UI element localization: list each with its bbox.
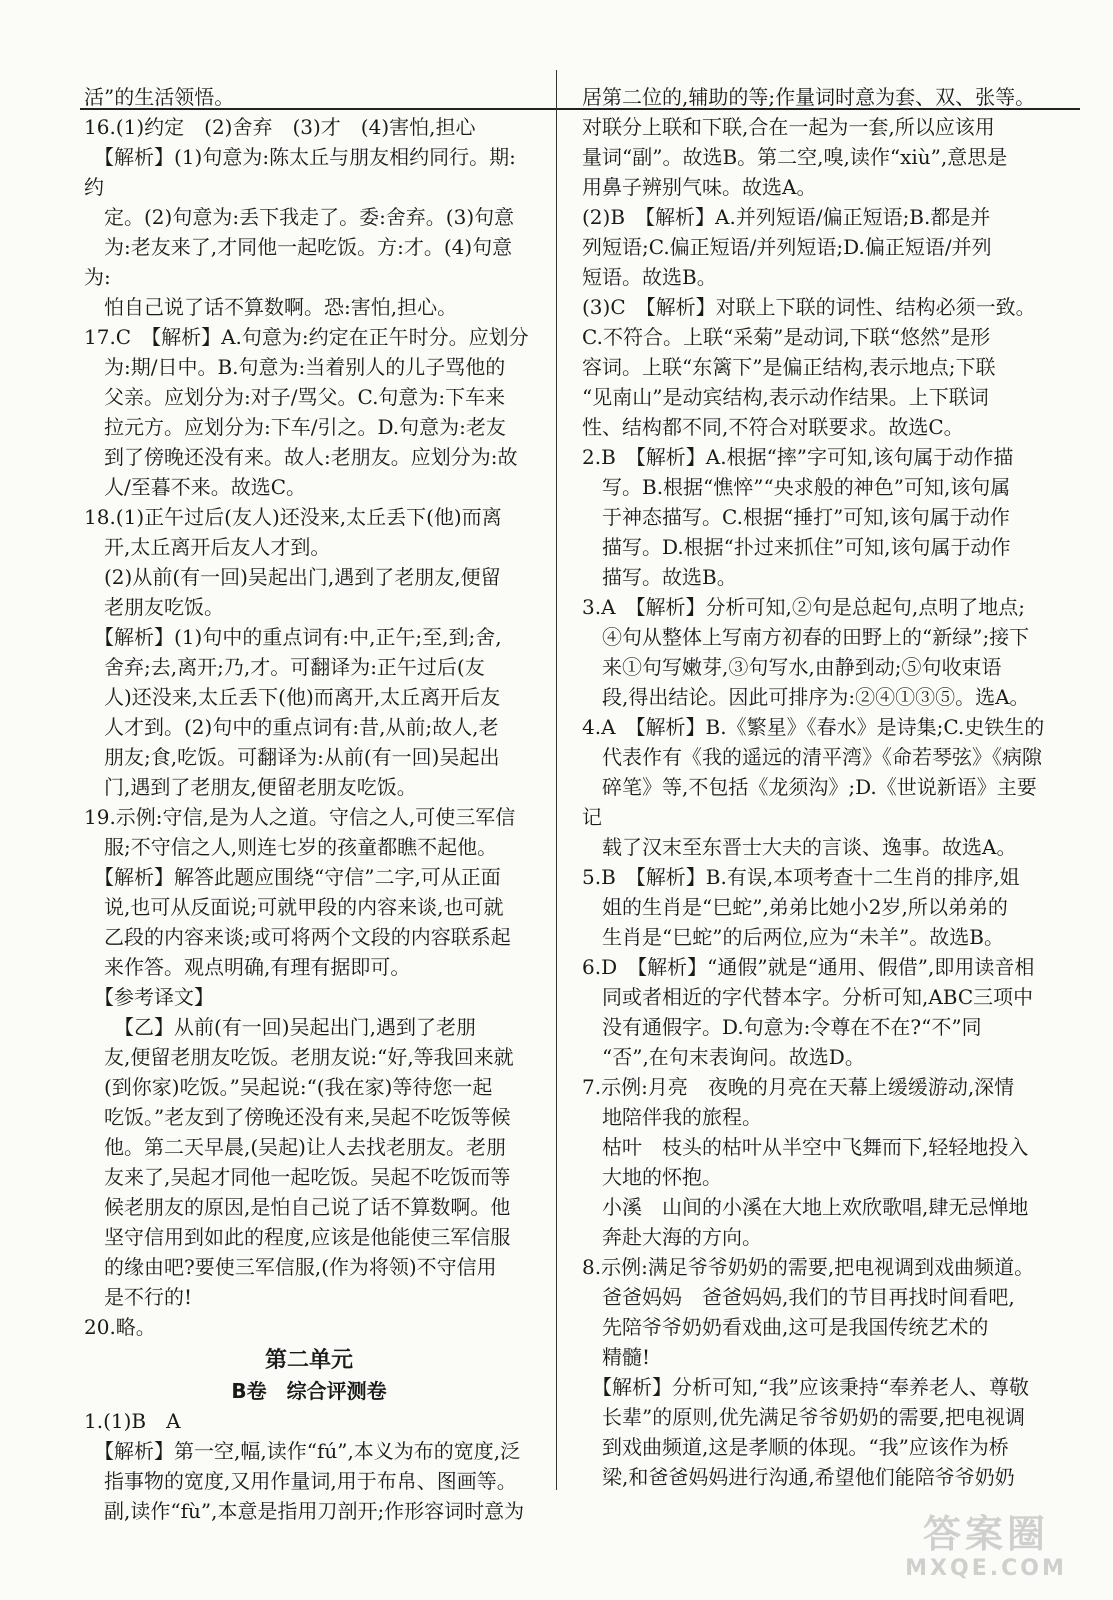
column-divider [556, 70, 557, 1490]
text-line: 奔赴大海的方向。 [582, 1225, 762, 1249]
text-line: 19.示例:守信,是为人之道。守信之人,可使三军信 [84, 805, 516, 829]
text-line: 17.C 【解析】A.句意为:约定在正午时分。应划分 [84, 325, 529, 349]
text-line: 姐的生肖是“巳蛇”,弟弟比她小2岁,所以弟弟的 [582, 895, 1008, 919]
text-line: 6.D 【解析】“通假”就是“通用、假借”,即用读音相 [582, 955, 1035, 979]
text-line: (3)C 【解析】对联上下联的词性、结构必须一致。 [582, 295, 1036, 319]
text-line: 16.(1)约定 (2)舍弃 (3)才 (4)害怕,担心 [84, 115, 476, 139]
text-line: 人)还没来,太丘丢下(他)而离开,太丘离开后友 [84, 685, 501, 709]
text-line: 【解析】分析可知,“我”应该秉持“奉养老人、尊敬 [582, 1375, 1030, 1399]
text-line: 老朋友吃饭。 [84, 595, 224, 619]
text-line: 副,读作“fù”,本意是指用刀剖开;作形容词时意为 [84, 1499, 525, 1523]
text-line: 友,便留老朋友吃饭。老朋友说:“好,等我回来就 [84, 1045, 514, 1069]
text-line: 3.A 【解析】分析可知,②句是总起句,点明了地点; [582, 595, 1025, 619]
text-line: 居第二位的,辅助的等;作量词时意为套、双、张等。 [582, 85, 1036, 109]
text-line: 【解析】(1)句中的重点词有:中,正午;至,到;舍, [84, 625, 502, 649]
text-line: 候老朋友的原因,是怕自己说了话不算数啊。他 [84, 1195, 511, 1219]
text-line: 【解析】(1)句意为:陈太丘与朋友相约同行。期:约 [84, 145, 516, 199]
text-line: 的缘由吧?要使三军信服,(作为将领)不守信用 [84, 1255, 497, 1279]
text-line: 没有通假字。D.句意为:令尊在不在?“不”同 [582, 1015, 982, 1039]
section-subtitle: B卷 综合评测卷 [231, 1379, 387, 1403]
text-line: 他。第二天早晨,(吴起)让人去找老朋友。老朋 [84, 1135, 506, 1159]
text-line: 服;不守信之人,则连七岁的孩童都瞧不起他。 [84, 835, 498, 859]
text-line: 来作答。观点明确,有理有据即可。 [84, 955, 411, 979]
text-line: 同或者相近的字代替本字。分析可知,ABC三项中 [582, 985, 1034, 1009]
text-line: (2)B 【解析】A.并列短语/偏正短语;B.都是并 [582, 205, 991, 229]
text-line: 友来了,吴起才同他一起吃饭。吴起不吃饭而等 [84, 1165, 511, 1189]
text-line: 碎笔》等,不包括《龙须沟》;D.《世说新语》主要记 [582, 775, 1037, 829]
text-line: 开,太丘离开后友人才到。 [84, 535, 331, 559]
text-line: 来①句写嫩芽,③句写水,由静到动;⑤句收束语 [582, 655, 1002, 679]
text-line: 性、结构都不同,不符合对联要求。故选C。 [582, 415, 964, 439]
text-line: 段,得出结论。因此可排序为:②④①③⑤。选A。 [582, 685, 1030, 709]
text-line: 2.B 【解析】A.根据“摔”字可知,该句属于动作描 [582, 445, 1014, 469]
text-line: 生肖是“巳蛇”的后两位,应为“未羊”。故选B。 [582, 925, 1004, 949]
text-line: 爸爸妈妈 爸爸妈妈,我们的节目再找时间看吧, [582, 1285, 1015, 1309]
text-line: 地陪伴我的旅程。 [582, 1105, 762, 1129]
text-line: 精髓! [582, 1345, 651, 1369]
text-line: 人才到。(2)句中的重点词有:昔,从前;故人,老 [84, 715, 499, 739]
text-line: 拉元方。应划分为:下车/引之。D.句意为:老友 [84, 415, 506, 439]
text-line: 5.B 【解析】B.有误,本项考查十二生肖的排序,姐 [582, 865, 1020, 889]
text-line: 【参考译文】 [84, 985, 214, 1009]
text-line: 容词。上联“东篱下”是偏正结构,表示地点;下联 [582, 355, 996, 379]
text-line: 说,也可从反面说;可就甲段的内容来谈,也可就 [84, 895, 504, 919]
text-line: 描写。D.根据“扑过来抓住”可知,该句属于动作 [582, 535, 1011, 559]
text-line: 舍弃;去,离开;乃,才。可翻译为:正午过后(友 [84, 655, 485, 679]
text-line: C.不符合。上联“采菊”是动词,下联“悠然”是形 [582, 325, 991, 349]
text-line: (到你家)吃饭。”吴起说:“(我在家)等待您一起 [84, 1075, 493, 1099]
text-line: 写。B.根据“憔悴”“央求般的神色”可知,该句属 [582, 475, 1011, 499]
text-line: 枯叶 枝头的枯叶从半空中飞舞而下,轻轻地投入 [582, 1135, 1029, 1159]
text-line: 坚守信用到如此的程度,应该是他能使三军信服 [84, 1225, 511, 1249]
text-line: 吃饭。”老友到了傍晚还没有来,吴起不吃饭等候 [84, 1105, 511, 1129]
watermark-line1: 答案圈 [922, 1512, 1049, 1556]
watermark-logo [881, 1512, 1091, 1590]
text-line: 7.示例:月亮 夜晚的月亮在天幕上缓缓游动,深情 [582, 1075, 1015, 1099]
text-line: 长辈”的原则,优先满足爷爷奶奶的需要,把电视调 [582, 1405, 1025, 1429]
text-line: 描写。故选B。 [582, 565, 737, 589]
text-line: 量词“副”。故选B。第二空,嗅,读作“xiù”,意思是 [582, 145, 1008, 169]
text-line: 是不行的! [84, 1285, 193, 1309]
text-line: 怕自己说了话不算数啊。恐:害怕,担心。 [84, 295, 458, 319]
text-line: 对联分上联和下联,合在一起为一套,所以应该用 [582, 115, 995, 139]
text-line: 门,遇到了老朋友,便留老朋友吃饭。 [84, 775, 417, 799]
text-line: 4.A 【解析】B.《繁星》《春水》是诗集;C.史铁生的 [582, 715, 1045, 739]
text-line: 大地的怀抱。 [582, 1165, 722, 1189]
text-line: 先陪爷爷奶奶看戏曲,这可是我国传统艺术的 [582, 1315, 989, 1339]
text-line: 短语。故选B。 [582, 265, 717, 289]
text-line: 载了汉末至东晋士大夫的言谈、逸事。故选A。 [582, 835, 1017, 859]
text-line: 梁,和爸爸妈妈进行沟通,希望他们能陪爷爷奶奶 [582, 1465, 1015, 1489]
text-line: 父亲。应划分为:对子/骂父。C.句意为:下车来 [84, 385, 506, 409]
text-line: “否”,在句末表询问。故选D。 [582, 1045, 865, 1069]
text-line: (2)从前(有一回)吴起出门,遇到了老朋友,便留 [84, 565, 501, 589]
text-line: 20.略。 [84, 1315, 156, 1339]
text-line: 活”的生活领悟。 [84, 85, 235, 109]
text-line: 【乙】从前(有一回)吴起出门,遇到了老朋 [84, 1015, 476, 1039]
text-line: 18.(1)正午过后(友人)还没来,太丘丢下(他)而离 [84, 505, 502, 529]
text-line: 【解析】解答此题应围绕“守信”二字,可从正面 [84, 865, 501, 889]
right-column [582, 82, 1052, 1492]
text-line: “见南山”是动宾结构,表示动作结果。上下联词 [582, 385, 989, 409]
left-column [84, 82, 534, 1526]
text-line: 朋友;食,吃饭。可翻译为:从前(有一回)吴起出 [84, 745, 500, 769]
text-line: 到戏曲频道,这是孝顺的体现。“我”应该作为桥 [582, 1435, 1009, 1459]
text-line: 小溪 山间的小溪在大地上欢欣歌唱,肆无忌惮地 [582, 1195, 1029, 1219]
watermark-line2: MXQE.COM [905, 1556, 1067, 1581]
text-line: 列短语;C.偏正短语/并列短语;D.偏正短语/并列 [582, 235, 992, 259]
text-line: 人/至暮不来。故选C。 [84, 475, 307, 499]
text-line: 【解析】第一空,幅,读作“fú”,本义为布的宽度,泛 [84, 1439, 521, 1463]
text-line: 1.(1)B A [84, 1409, 181, 1433]
text-line: 代表作有《我的遥远的清平湾》《命若琴弦》《病隙 [582, 745, 1042, 769]
text-line: 为:老友来了,才同他一起吃饭。方:才。(4)句意为: [84, 235, 513, 289]
text-line: 到了傍晚还没有来。故人:老朋友。应划分为:故 [84, 445, 518, 469]
text-line: 定。(2)句意为:丢下我走了。委:舍弃。(3)句意 [84, 205, 515, 229]
text-line: 8.示例:满足爷爷奶奶的需要,把电视调到戏曲频道。 [582, 1255, 1035, 1279]
text-line: 指事物的宽度,又用作量词,用于布帛、图画等。 [84, 1469, 517, 1493]
section-title: 第二单元 [264, 1348, 353, 1373]
text-line: 乙段的内容来谈;或可将两个文段的内容联系起 [84, 925, 511, 949]
text-line: ④句从整体上写南方初春的田野上的“新绿”;接下 [582, 625, 1030, 649]
text-line: 用鼻子辨别气味。故选A。 [582, 175, 817, 199]
text-line: 于神态描写。C.根据“捶打”可知,该句属于动作 [582, 505, 1010, 529]
text-line: 为:期/日中。B.句意为:当着别人的儿子骂他的 [84, 355, 506, 379]
